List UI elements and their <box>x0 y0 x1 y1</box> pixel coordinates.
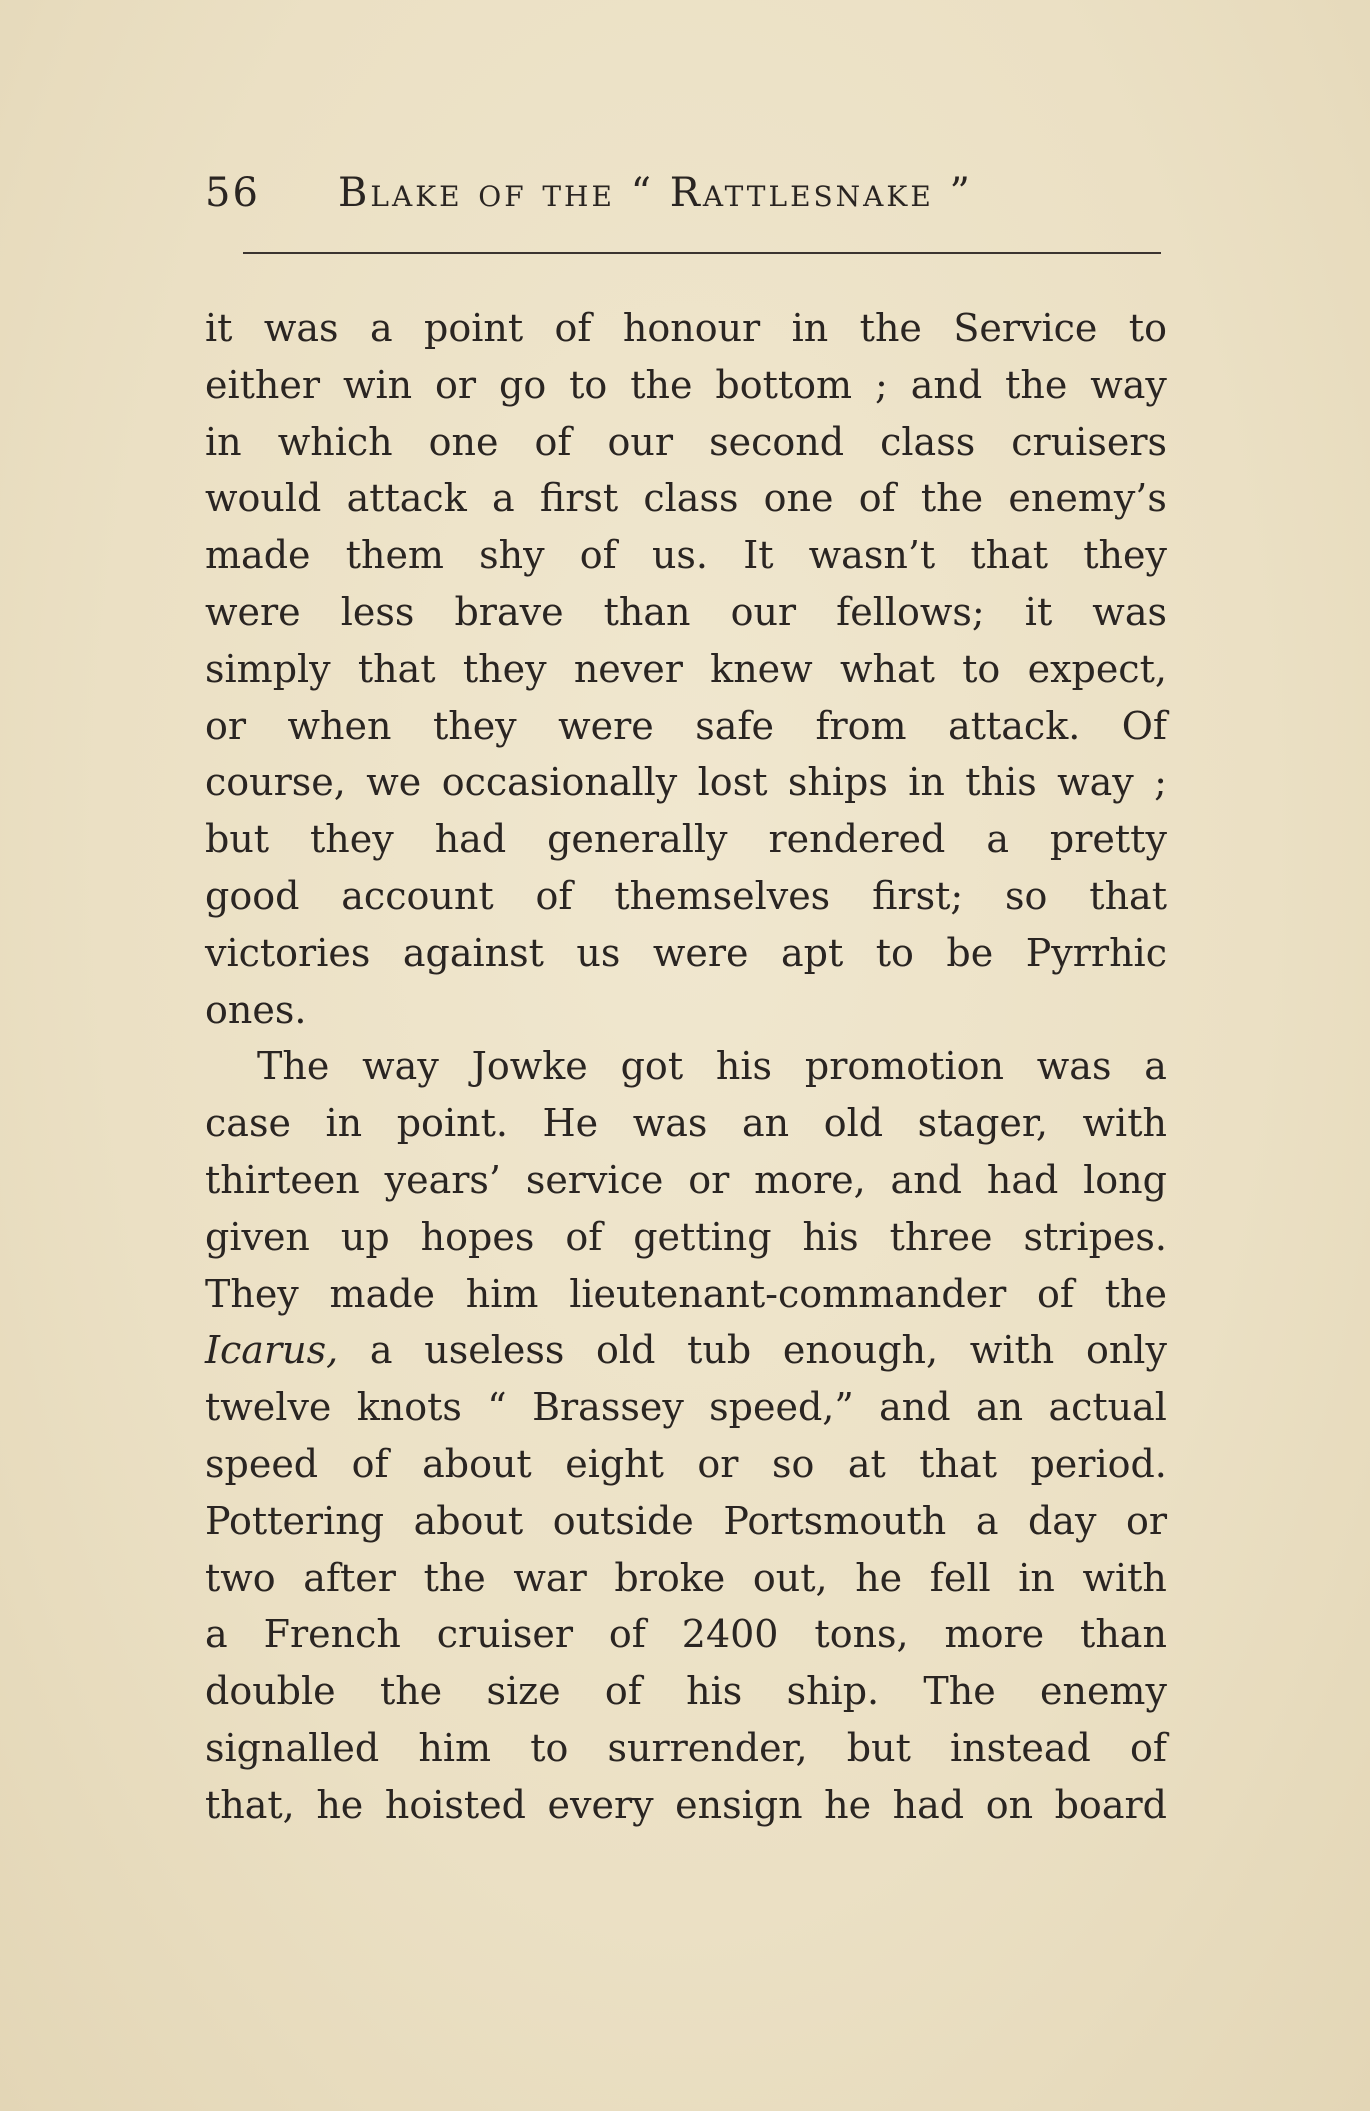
word: 2400 <box>681 1612 779 1657</box>
word: bottom <box>715 362 853 407</box>
text-line <box>205 982 1167 1039</box>
word: Of <box>1121 703 1167 748</box>
word: Icarus, <box>205 1328 339 1373</box>
text-line <box>205 1152 1167 1209</box>
word: a <box>369 306 393 350</box>
word: of <box>604 1669 642 1714</box>
word: The <box>257 1044 330 1089</box>
word: which <box>277 419 393 464</box>
word: good <box>205 873 300 918</box>
word: It <box>743 533 774 578</box>
word: they <box>462 646 547 691</box>
word: or <box>688 1157 730 1202</box>
word: never <box>573 646 683 691</box>
word: board <box>1054 1782 1167 1827</box>
word: the <box>859 306 922 350</box>
word: The <box>923 1669 996 1714</box>
word: a <box>205 1612 228 1657</box>
word: wasn’t <box>808 533 936 578</box>
word: but <box>846 1725 911 1770</box>
text-line <box>205 300 1167 357</box>
word: French <box>263 1612 401 1657</box>
word: against <box>402 930 544 975</box>
word: he <box>316 1782 364 1827</box>
text-line <box>205 868 1167 925</box>
word: that <box>1089 873 1167 918</box>
word: the <box>1104 1271 1167 1316</box>
word: expect, <box>1027 646 1167 691</box>
word: him <box>465 1271 539 1316</box>
word: up <box>340 1214 390 1259</box>
text-line <box>205 414 1167 471</box>
word: eight <box>565 1441 664 1486</box>
word: cruiser <box>436 1612 573 1657</box>
word: were <box>558 703 654 748</box>
word: Pottering <box>205 1498 385 1543</box>
word: Pyrrhic <box>1025 930 1167 975</box>
word: twelve <box>205 1385 332 1430</box>
word: actual <box>1048 1385 1167 1430</box>
text-line <box>205 1209 1167 1266</box>
word: attack <box>346 476 467 521</box>
word: knew <box>710 646 813 691</box>
word: with <box>1082 1101 1167 1146</box>
word: lieutenant-commander <box>569 1271 1007 1316</box>
word: fell <box>929 1555 991 1600</box>
word: and <box>910 362 983 407</box>
word: simply <box>205 646 331 691</box>
word: of <box>554 306 592 350</box>
word: the <box>423 1555 486 1600</box>
word: go <box>499 362 547 407</box>
word: the <box>1005 362 1068 407</box>
word: old <box>596 1328 656 1373</box>
word: two <box>205 1555 276 1600</box>
text-line <box>205 1606 1167 1663</box>
word: tub <box>687 1328 752 1373</box>
text-line <box>205 584 1167 641</box>
word: generally <box>547 817 728 862</box>
word: our <box>607 419 674 464</box>
word: one <box>428 419 499 464</box>
word: were <box>652 930 749 975</box>
word: double <box>205 1669 336 1714</box>
word: lost <box>697 760 768 805</box>
word: course, <box>205 760 346 805</box>
word: he <box>824 1782 872 1827</box>
word: ships <box>787 760 888 805</box>
word: size <box>486 1669 561 1714</box>
word: themselves <box>614 873 831 918</box>
word: or <box>1125 1498 1167 1543</box>
text-line <box>205 1379 1167 1436</box>
word: either <box>205 362 321 407</box>
book-title: Blake of the “ Rattlesnake ” <box>338 170 973 216</box>
text-line <box>205 1266 1167 1323</box>
word: on <box>985 1782 1034 1827</box>
word: ensign <box>675 1782 803 1827</box>
word: attack. <box>948 703 1081 748</box>
word: was <box>632 1101 708 1146</box>
body-text <box>205 300 1167 1834</box>
word: or <box>205 703 247 748</box>
text-line <box>205 641 1167 698</box>
word: every <box>547 1782 654 1827</box>
word: speed <box>205 1441 319 1486</box>
text-line <box>205 1550 1167 1607</box>
word: speed,” <box>709 1385 854 1430</box>
word: period. <box>1030 1441 1167 1486</box>
text-line <box>205 1038 1167 1095</box>
word: they <box>310 817 394 862</box>
word: when <box>287 703 392 748</box>
text-line <box>205 1663 1167 1720</box>
word: safe <box>695 703 774 748</box>
word: signalled <box>205 1725 380 1770</box>
word: than <box>603 589 691 634</box>
word: that, <box>205 1782 295 1827</box>
word: apt <box>781 930 844 975</box>
word: in <box>908 760 945 805</box>
word: it <box>1024 589 1053 634</box>
word: “ <box>487 1385 507 1430</box>
word: and <box>879 1385 951 1430</box>
word: Brassey <box>532 1385 684 1430</box>
word: brave <box>454 589 564 634</box>
word: occasionally <box>441 760 678 805</box>
word: of <box>579 533 617 578</box>
word: after <box>303 1555 396 1600</box>
word: a <box>986 817 1009 862</box>
word: stripes. <box>1023 1214 1167 1259</box>
word: rendered <box>768 817 946 862</box>
word: broke <box>614 1555 726 1600</box>
word: or <box>697 1441 739 1486</box>
word: more, <box>754 1157 866 1202</box>
word: enough, <box>782 1328 939 1373</box>
word: enemy <box>1039 1669 1167 1714</box>
word: account <box>341 873 494 918</box>
text-line <box>205 925 1167 982</box>
word: would <box>205 476 322 521</box>
word: to <box>875 930 914 975</box>
word: that <box>357 646 436 691</box>
word: tons, <box>814 1612 909 1657</box>
text-line <box>205 754 1167 811</box>
word: Portsmouth <box>723 1498 947 1543</box>
word: They <box>205 1271 299 1316</box>
word: ship. <box>786 1669 880 1714</box>
word: they <box>432 703 517 748</box>
word: was <box>263 306 339 350</box>
word: getting <box>633 1214 772 1259</box>
word: of <box>351 1441 389 1486</box>
word: a <box>975 1498 999 1543</box>
text-line <box>205 1436 1167 1493</box>
word: victories <box>205 930 371 975</box>
word: outside <box>552 1498 694 1543</box>
word: pretty <box>1049 817 1167 862</box>
word: class <box>880 419 976 464</box>
word: of <box>534 419 572 464</box>
word: He <box>542 1101 599 1146</box>
word: we <box>366 760 422 805</box>
text-line <box>205 1095 1167 1152</box>
word: it <box>205 306 233 350</box>
word: second <box>709 419 845 464</box>
word: his <box>686 1669 743 1714</box>
word: way <box>362 1044 439 1089</box>
word: ones. <box>205 987 307 1032</box>
word: in <box>325 1101 363 1146</box>
word: day <box>1027 1498 1097 1543</box>
word: with <box>1082 1555 1167 1600</box>
word: cruisers <box>1011 419 1167 464</box>
word: hoisted <box>384 1782 526 1827</box>
text-line <box>205 811 1167 868</box>
word: in <box>1018 1555 1055 1600</box>
word: from <box>815 703 907 748</box>
text-line <box>205 1720 1167 1777</box>
text-line <box>205 527 1167 584</box>
text-line <box>205 1322 1167 1379</box>
word: the <box>920 476 984 521</box>
word: enemy’s <box>1008 476 1167 521</box>
word: stager, <box>917 1101 1048 1146</box>
word: had <box>986 1157 1059 1202</box>
word: way <box>1057 760 1134 805</box>
word: with <box>969 1328 1055 1373</box>
text-line <box>205 470 1167 527</box>
word: way <box>1090 362 1167 407</box>
word: had <box>434 817 507 862</box>
text-line <box>205 357 1167 414</box>
word: three <box>889 1214 993 1259</box>
word: the <box>379 1669 443 1714</box>
word: but <box>205 817 270 862</box>
word: was <box>1092 589 1167 634</box>
word: less <box>340 589 415 634</box>
word: case <box>205 1101 291 1146</box>
word: them <box>345 533 444 578</box>
word: given <box>205 1214 310 1259</box>
word: made <box>205 533 311 578</box>
word: honour <box>622 306 761 350</box>
word: years’ <box>384 1157 501 1202</box>
word: old <box>823 1101 884 1146</box>
word: an <box>975 1385 1024 1430</box>
word: point. <box>396 1101 508 1146</box>
word: in <box>205 419 242 464</box>
word: surrender, <box>607 1725 808 1770</box>
word: point <box>424 306 524 350</box>
word: instead <box>950 1725 1091 1770</box>
text-line <box>205 1777 1167 1834</box>
word: were <box>205 589 301 634</box>
word: more <box>944 1612 1045 1657</box>
word: to <box>1128 306 1167 350</box>
word: be <box>946 930 994 975</box>
word: that <box>919 1441 997 1486</box>
word: got <box>620 1044 684 1089</box>
header-rule <box>243 252 1161 254</box>
word: what <box>839 646 935 691</box>
word: to <box>530 1725 569 1770</box>
word: a <box>1144 1044 1167 1089</box>
word: out, <box>752 1555 828 1600</box>
text-line <box>205 1493 1167 1550</box>
text-line <box>205 698 1167 755</box>
page-number: 56 <box>205 170 260 216</box>
word: thirteen <box>205 1157 360 1202</box>
word: promotion <box>804 1044 1004 1089</box>
word: of <box>1130 1725 1167 1770</box>
word: and <box>890 1157 963 1202</box>
word: of <box>608 1612 646 1657</box>
word: of <box>858 476 896 521</box>
word: Service <box>953 306 1098 350</box>
word: was <box>1036 1044 1112 1089</box>
word: that <box>970 533 1049 578</box>
word: to <box>962 646 1001 691</box>
word: an <box>741 1101 790 1146</box>
word: about <box>413 1498 524 1543</box>
word: shy <box>479 533 545 578</box>
word: or <box>435 362 477 407</box>
word: our <box>730 589 797 634</box>
word: in <box>791 306 829 350</box>
word: us. <box>651 533 708 578</box>
word: ; <box>1154 760 1167 805</box>
word: so <box>771 1441 815 1486</box>
word: of <box>565 1214 603 1259</box>
word: knots <box>356 1385 462 1430</box>
word: they <box>1083 533 1167 578</box>
word: this <box>965 760 1037 805</box>
word: long <box>1083 1157 1167 1202</box>
word: useless <box>424 1328 565 1373</box>
word: Jowke <box>471 1044 588 1089</box>
word: he <box>855 1555 903 1600</box>
word: his <box>802 1214 859 1259</box>
word: had <box>892 1782 965 1827</box>
word: ; <box>874 362 888 407</box>
word: his <box>715 1044 773 1089</box>
word: first; <box>872 873 964 918</box>
word: a <box>369 1328 393 1373</box>
word: fellows; <box>836 589 985 634</box>
word: hopes <box>420 1214 535 1259</box>
word: than <box>1080 1612 1167 1657</box>
word: first <box>539 476 619 521</box>
word: made <box>329 1271 436 1316</box>
word: him <box>418 1725 492 1770</box>
word: a <box>491 476 515 521</box>
word: class <box>643 476 739 521</box>
word: of <box>535 873 573 918</box>
word: win <box>342 362 413 407</box>
word: to <box>569 362 608 407</box>
word: war <box>513 1555 587 1600</box>
word: the <box>630 362 693 407</box>
word: so <box>1005 873 1048 918</box>
word: at <box>847 1441 886 1486</box>
word: only <box>1085 1328 1167 1373</box>
word: one <box>763 476 834 521</box>
word: service <box>525 1157 664 1202</box>
running-head <box>205 160 1165 220</box>
word: us <box>576 930 621 975</box>
word: about <box>422 1441 532 1486</box>
word: of <box>1037 1271 1074 1316</box>
